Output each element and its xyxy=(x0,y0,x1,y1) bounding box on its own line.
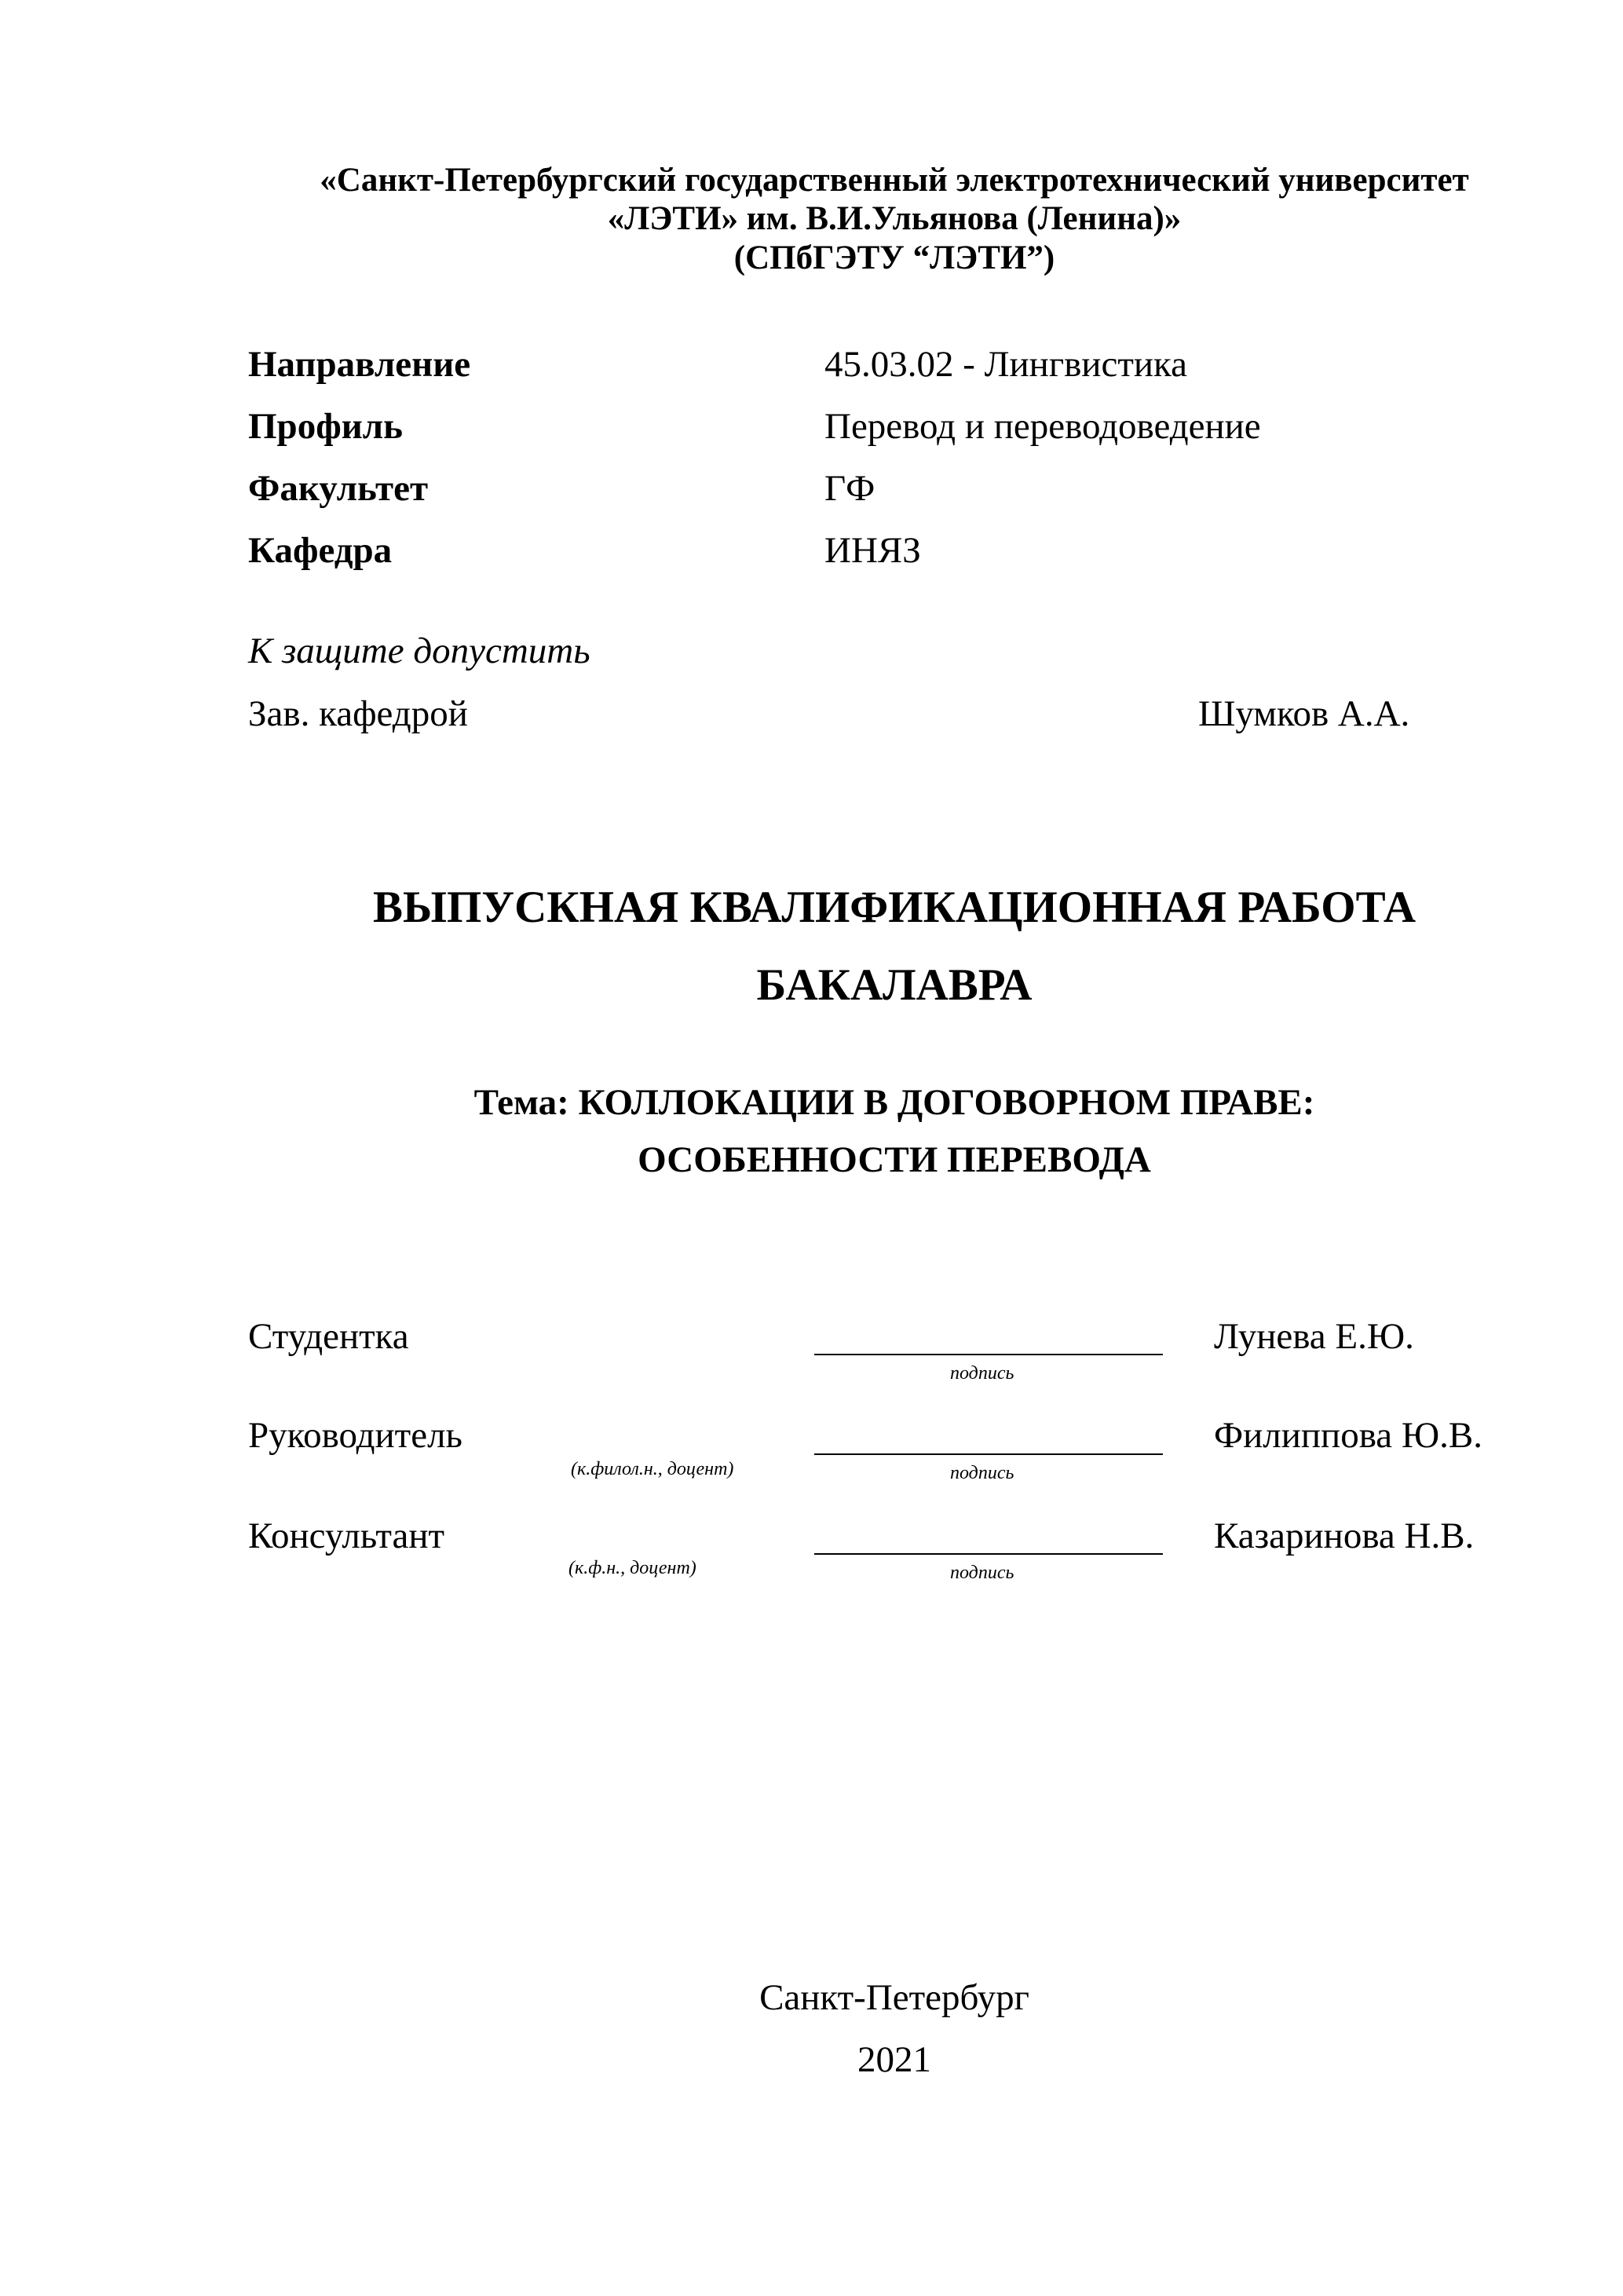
signature-line xyxy=(814,1354,1163,1355)
supervisor-credentials: (к.филол.н., доцент) xyxy=(571,1459,734,1479)
info-value-profile: Перевод и переводоведение xyxy=(824,406,1261,447)
consultant-credentials: (к.ф.н., доцент) xyxy=(568,1558,696,1578)
role-consultant: Консультант xyxy=(248,1515,445,1556)
info-value-department: ИНЯЗ xyxy=(824,530,921,571)
signature-caption: подпись xyxy=(950,1563,1014,1583)
consultant-name: Казаринова Н.В. xyxy=(1214,1515,1475,1556)
info-label-department: Кафедра xyxy=(248,530,393,571)
year: 2021 xyxy=(857,2039,931,2080)
info-label-direction: Направление xyxy=(248,344,471,385)
head-of-department-label: Зав. кафедрой xyxy=(248,693,468,734)
role-student: Студентка xyxy=(248,1316,409,1357)
role-supervisor: Руководитель xyxy=(248,1415,462,1456)
signature-line xyxy=(814,1553,1163,1555)
info-value-faculty: ГФ xyxy=(824,468,875,509)
head-of-department-name: Шумков А.А. xyxy=(1198,693,1410,734)
university-name-line1: «Санкт-Петербургский государственный электротехнический университет xyxy=(320,162,1469,199)
student-name: Лунева Е.Ю. xyxy=(1214,1316,1414,1357)
supervisor-name: Филиппова Ю.В. xyxy=(1214,1415,1483,1456)
title-line2: БАКАЛАВРА xyxy=(756,960,1033,1010)
topic-line1: Тема: КОЛЛОКАЦИИ В ДОГОВОРНОМ ПРАВЕ: xyxy=(473,1082,1315,1123)
info-value-direction: 45.03.02 - Лингвистика xyxy=(824,344,1187,385)
topic-line2: ОСОБЕННОСТИ ПЕРЕВОДА xyxy=(638,1139,1151,1180)
info-label-faculty: Факультет xyxy=(248,468,429,509)
city: Санкт-Петербург xyxy=(759,1977,1029,2018)
signature-line xyxy=(814,1453,1163,1455)
admit-to-defense: К защите допустить xyxy=(248,631,590,671)
university-abbreviation: (СПбГЭТУ “ЛЭТИ”) xyxy=(733,239,1055,276)
university-name-line2: «ЛЭТИ» им. В.И.Ульянова (Ленина)» xyxy=(607,200,1182,237)
signature-caption: подпись xyxy=(950,1463,1014,1483)
signature-caption: подпись xyxy=(950,1363,1014,1384)
info-label-profile: Профиль xyxy=(248,406,404,447)
title-line1: ВЫПУСКНАЯ КВАЛИФИКАЦИОННАЯ РАБОТА xyxy=(372,883,1416,932)
